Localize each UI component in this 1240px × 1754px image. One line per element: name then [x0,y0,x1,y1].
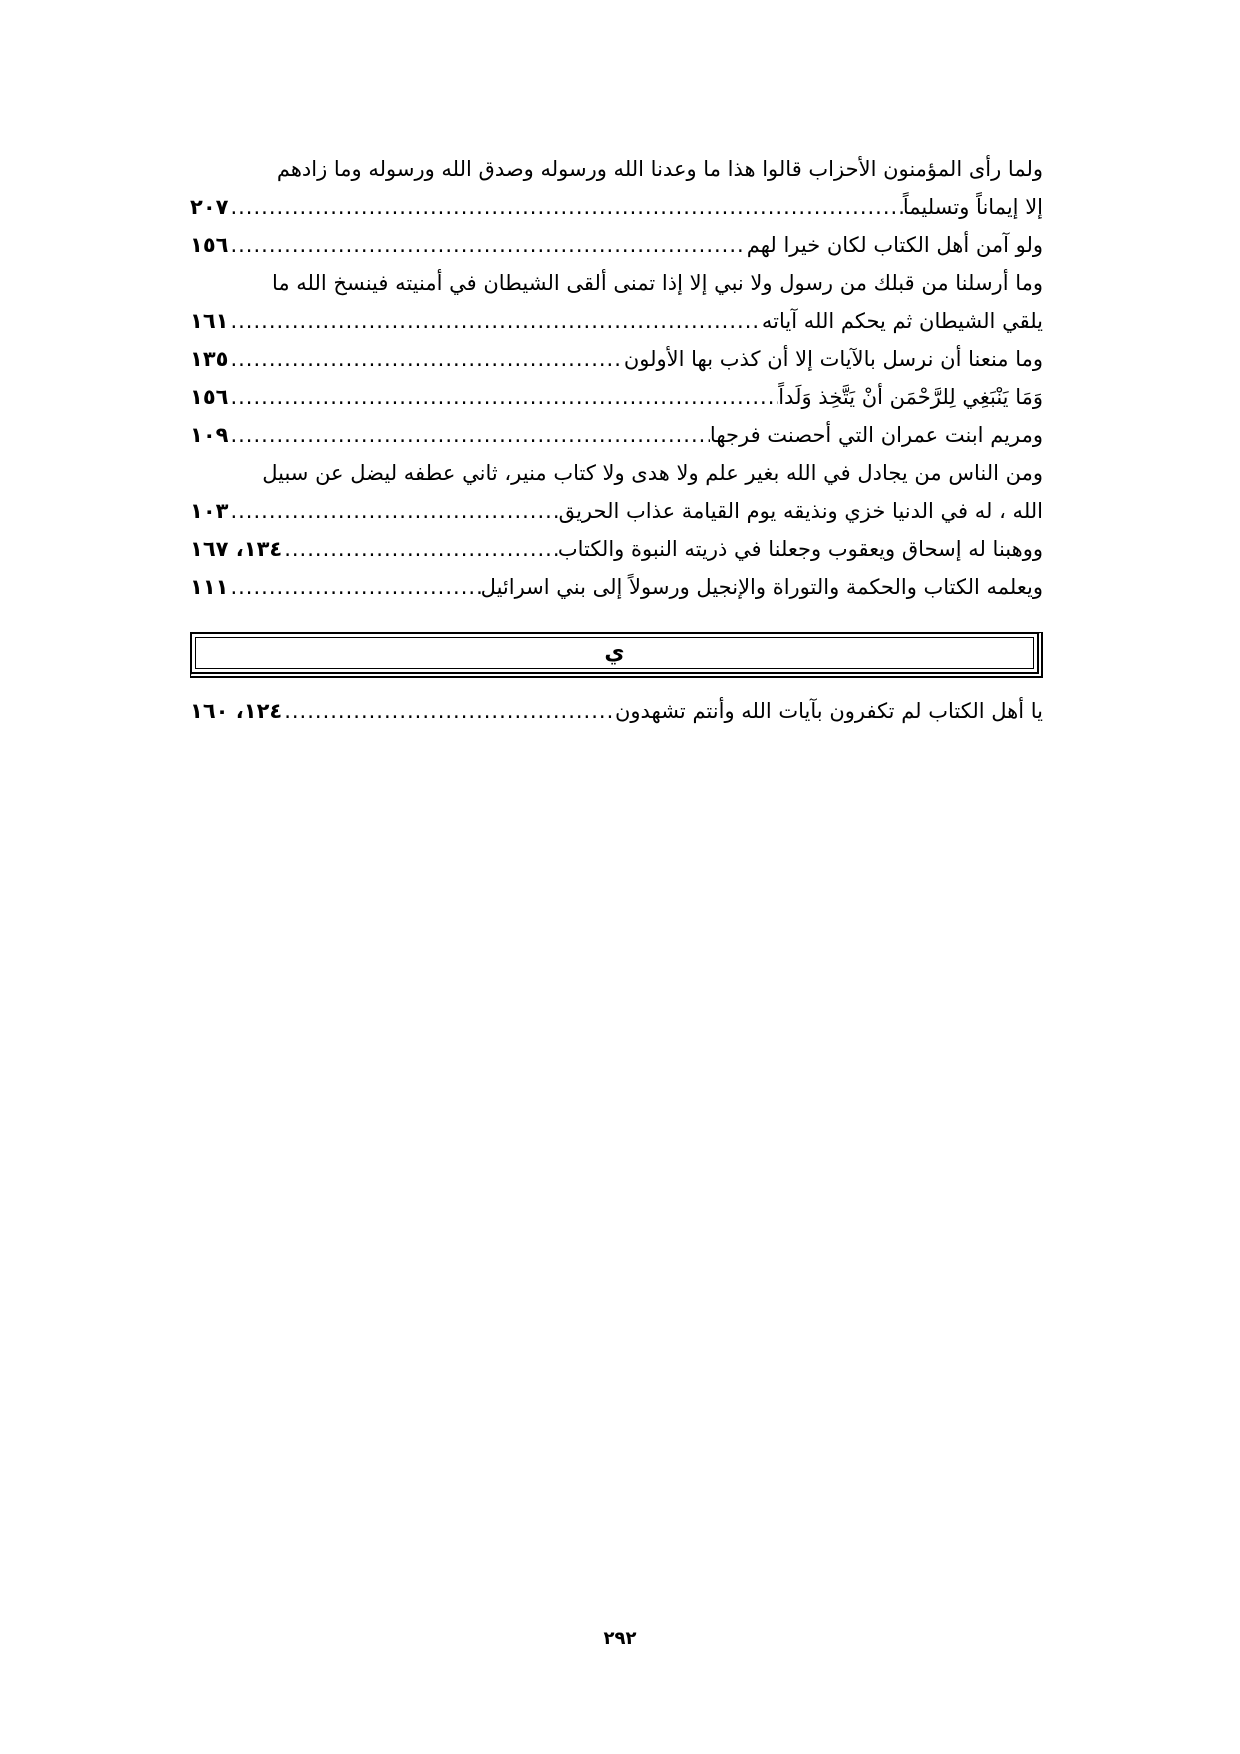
index-entry [190,264,1043,302]
index-list-top [190,150,1043,606]
dot-leader [230,378,778,416]
entry-text: إلا إيماناً وتسليماً [902,195,1043,219]
entry-text: ويعلمه الكتاب والحكمة والتوراة والإنجيل ورسولاً إلى بني اسرائيل [480,575,1043,599]
entry-text: الله ، له في الدنيا خزي ونذيقه يوم القيامة عذاب الحريق [558,499,1043,523]
section-letter: ي [604,640,625,665]
index-entry [190,416,1043,454]
index-entry [190,454,1043,492]
index-entry [190,226,1043,264]
index-entry [190,188,1043,226]
dot-leader [230,568,480,606]
index-entry [190,568,1043,606]
index-entry [190,492,1043,530]
entry-text: ولما رأى المؤمنون الأحزاب قالوا هذا ما وعدنا الله ورسوله وصدق الله ورسوله وما زادهم [276,157,1043,181]
entry-text: يا أهل الكتاب لم تكفرون بآيات الله وأنتم تشهدون [614,699,1043,723]
entry-text: وَمَا يَنْبَغِي لِلرَّحْمَن أنْ يَتَّخِذ وَلَداً [778,385,1043,409]
entry-pages: ١٠٣ [190,499,229,523]
entry-pages: ١٠٩ [190,423,229,447]
entry-pages: ١٣٥ [190,347,229,371]
entry-pages: ٢٠٧ [190,195,229,219]
entry-pages: ١٦١ [190,309,229,333]
entry-text: ولو آمن أهل الكتاب لكان خيرا لهم [746,233,1043,257]
dot-leader [230,302,761,340]
entry-text: ومن الناس من يجادل في الله بغير علم ولا هدى ولا كتاب منير، ثاني عطفه ليضل عن سبيل [262,461,1043,485]
dot-leader [284,692,615,730]
entry-pages: ١٢٤، ١٦٠ [190,699,283,723]
page-number: ٢٩٢ [603,1628,637,1649]
index-entry [190,340,1043,378]
entry-pages: ١١١ [190,575,229,599]
dot-leader [230,340,623,378]
index-list-bottom [190,692,1043,730]
index-content [190,150,1043,730]
entry-text: ومريم ابنت عمران التي أحصنت فرجها [709,423,1043,447]
index-entry [190,378,1043,416]
entry-text: وما منعنا أن نرسل بالآيات إلا أن كذب بها الأولون [623,347,1043,371]
index-entry [190,530,1043,568]
index-entry [190,150,1043,188]
entry-text: ووهبنا له إسحاق ويعقوب وجعلنا في ذريته النبوة والكتاب [557,537,1043,561]
entry-text: وما أرسلنا من قبلك من رسول ولا نبي إلا إذا تمنى ألقى الشيطان في أمنيته فينسخ الله ما [271,271,1043,295]
dot-leader [230,188,902,226]
dot-leader [230,226,746,264]
entry-pages: ١٥٦ [190,233,229,257]
entry-text: يلقي الشيطان ثم يحكم الله آياته [761,309,1043,333]
index-entry [190,302,1043,340]
section-header-box [190,632,1043,678]
dot-leader [230,416,709,454]
entry-pages: ١٣٤، ١٦٧ [190,537,283,561]
entry-pages: ١٥٦ [190,385,229,409]
dot-leader [230,492,558,530]
index-entry [190,692,1043,730]
dot-leader [284,530,558,568]
